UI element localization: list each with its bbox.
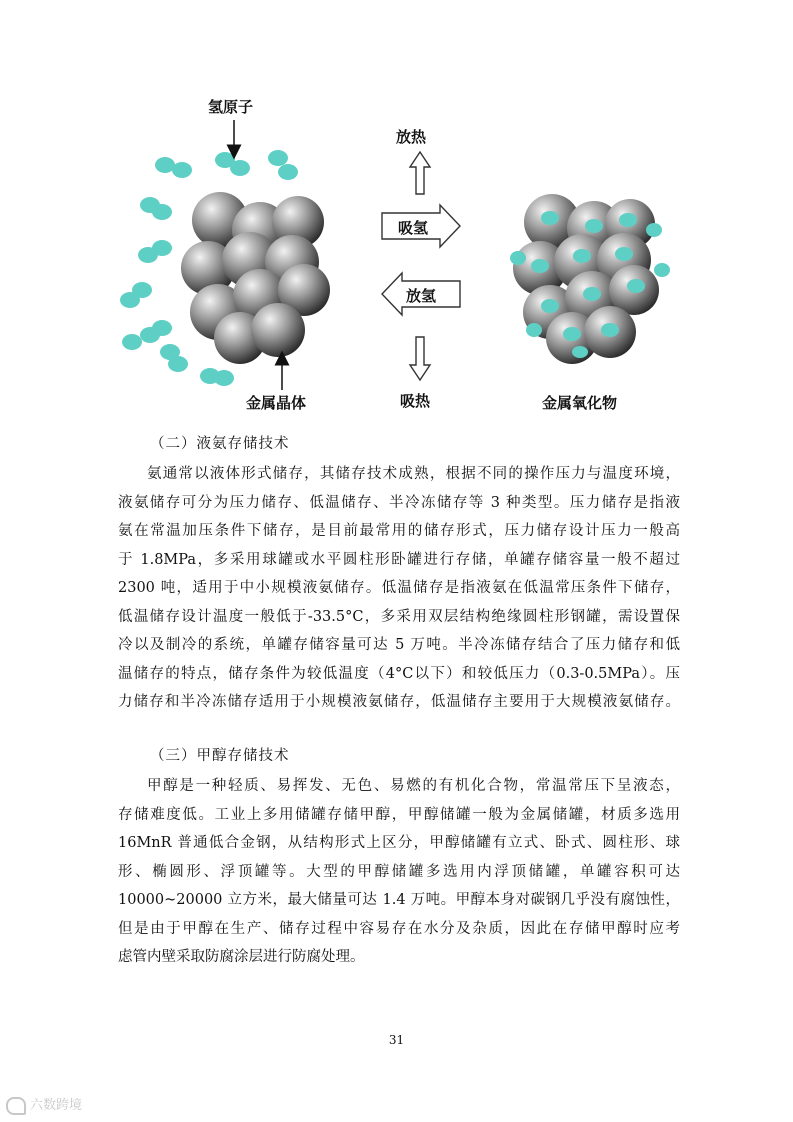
section-title-methanol: （三）甲醇存储技术 [150,748,290,764]
text-line: 2300 吨，适用于中小规模液氨储存。低温储存是指液氨在低温常压条件下储存， [118,580,680,596]
watermark-text: 六数跨境 [30,1098,83,1113]
up-arrow-icon [410,152,430,194]
down-arrow-icon [410,337,430,380]
metal-crystal-spheres [181,192,330,364]
text-line: 于 1.8MPa，多采用球罐或水平圆柱形卧罐进行存储，单罐存储容量一般不超过 [118,551,680,568]
release-h-label: 放氢 [406,287,437,305]
text-line: 虑管内壁采取防腐涂层进行防腐处理。 [118,949,365,965]
text-line: 16MnR 普通低合金钢，从结构形式上区分，甲醇储罐有立式、卧式、圆柱形、球 [118,835,680,851]
text-line: 甲醇是一种轻质、易挥发、无色、易燃的有机化合物，常温常压下呈液态， [147,778,680,794]
section-title-liquid-ammonia: （二）液氨存储技术 [150,436,290,452]
metal-crystal-label: 金属晶体 [246,394,307,412]
liquid-ammonia-paragraph [118,460,680,717]
text-line: 存储难度低。工业上多用储罐存储甲醇，甲醇储罐一般为金属储罐，材质多选用 [118,806,680,823]
text-line: 低温储存设计温度一般低于-33.5°C，多采用双层结构绝缘圆柱形钢罐，需设置保 [118,608,680,625]
hydrogen-storage-diagram [110,90,690,420]
watermark-logo-icon [6,1097,26,1115]
text-line: 冷以及制冷的系统，单罐存储容量可达 5 万吨。半冷冻储存结合了压力储存和低 [118,637,680,653]
text-line: 10000~20000 立方米，最大储量可达 1.4 万吨。甲醇本身对碳钢几乎没有腐蚀性， [118,892,680,908]
absorb-h-label: 吸氢 [398,219,429,237]
watermark [6,1094,82,1115]
text-line: 氨通常以液体形式储存，其储存技术成熟，根据不同的操作压力与温度环境， [147,466,680,482]
release-heat-label: 放热 [396,128,427,146]
page-number: 31 [388,1033,405,1047]
text-line: 液氨储存可分为压力储存、低温储存、半冷冻储存等 3 种类型。压力储存是指液 [118,494,680,511]
metal-oxide-label: 金属氧化物 [542,394,618,412]
metal-oxide-spheres [513,194,659,364]
absorb-heat-label: 吸热 [400,392,431,410]
text-line: 但是由于甲醇在生产、储存过程中容易存在水分及杂质，因此在存储甲醇时应考 [118,920,680,937]
h-atom-label: 氢原子 [208,98,254,116]
text-line: 形、椭圆形、浮顶罐等。大型的甲醇储罐多选用内浮顶储罐，单罐容积可达 [118,863,680,880]
text-line: 氨在常温加压条件下储存，是目前最常用的储存形式，压力储存设计压力一般高 [118,523,680,539]
text-line: 力储存和半冷冻储存适用于小规模液氨储存，低温储存主要用于大规模液氨储存。 [118,694,680,710]
text-line: 温储存的特点，储存条件为较低温度（4°C以下）和较低压力（0.3-0.5MPa）。压 [118,665,680,682]
methanol-paragraph [118,772,680,972]
